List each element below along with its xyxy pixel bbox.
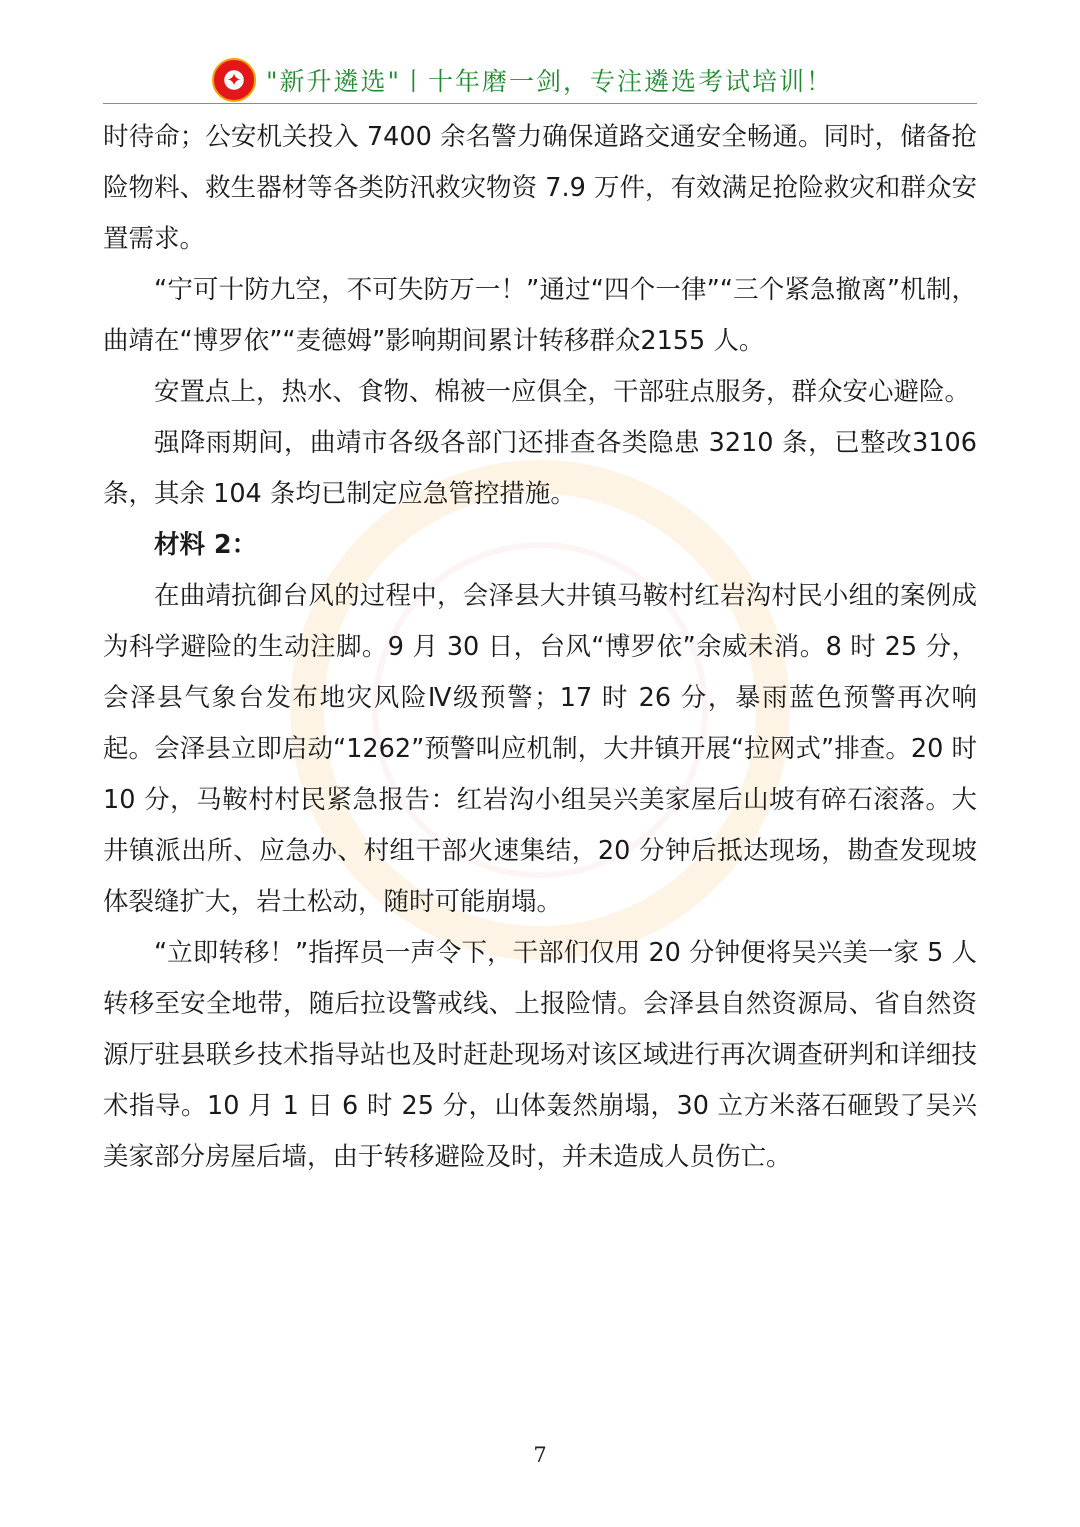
paragraph-5: 在曲靖抗御台风的过程中，会泽县大井镇马鞍村红岩沟村民小组的案例成为科学避险的生动注脚。9 月 30 日，台风“博罗依”余威未消。8 时 25 分，会泽县气象台发布地灾风险Ⅳ级预警；17 时 26 分，暴雨蓝色预警再次响起。会泽县立即启动“1262”预警叫应机制，大井镇开展“拉网式”排查。20 时 10 分，马鞍村村民紧急报告：红岩沟小组吴兴美家屋后山坡有碎石滚落。大井镇派出所、应急办、村组干部火速集结，20 分钟后抵达现场，勘查发现坡体裂缝扩大，岩土松动，随时可能崩塌。 — [103, 581, 977, 917]
material-2-heading: 材料 2： — [154, 530, 258, 560]
header-divider — [103, 103, 977, 104]
school-seal-logo-icon: ✦ — [212, 58, 256, 102]
paragraph-6: “立即转移！”指挥员一声令下，干部们仅用 20 分钟便将吴兴美一家 5 人转移至安全地带，随后拉设警戒线、上报险情。会泽县自然资源局、省自然资源厅驻县联乡技术指导站也及时赶赴现场对该区域进行再次调查研判和详细技术指导。10 月 1 日 6 时 25 分，山体轰然崩塌，30 立方米落石砸毁了吴兴美家部分房屋后墙，由于转移避险及时，并未造成人员伤亡。 — [103, 938, 977, 1172]
paragraph-1: 时待命；公安机关投入 7400 余名警力确保道路交通安全畅通。同时，储备抢险物料、救生器材等各类防汛救灾物资 7.9 万件，有效满足抢险救灾和群众安置需求。 — [103, 122, 977, 254]
page-header — [212, 56, 833, 104]
paragraph-4: 强降雨期间，曲靖市各级各部门还排查各类隐患 3210 条，已整改3106 条，其余 104 条均已制定应急管控措施。 — [103, 428, 977, 509]
paragraph-2: “宁可十防九空，不可失防万一！”通过“四个一律”“三个紧急撤离”机制，曲靖在“博罗依”“麦德姆”影响期间累计转移群众2155 人。 — [103, 275, 977, 356]
header-tagline: "新升遴选"丨十年磨一剑，专注遴选考试培训！ — [266, 67, 833, 96]
paragraph-3: 安置点上，热水、食物、棉被一应俱全，干部驻点服务，群众安心避险。 — [154, 377, 971, 407]
page-number: 7 — [533, 1443, 547, 1467]
document-body — [103, 112, 977, 1183]
